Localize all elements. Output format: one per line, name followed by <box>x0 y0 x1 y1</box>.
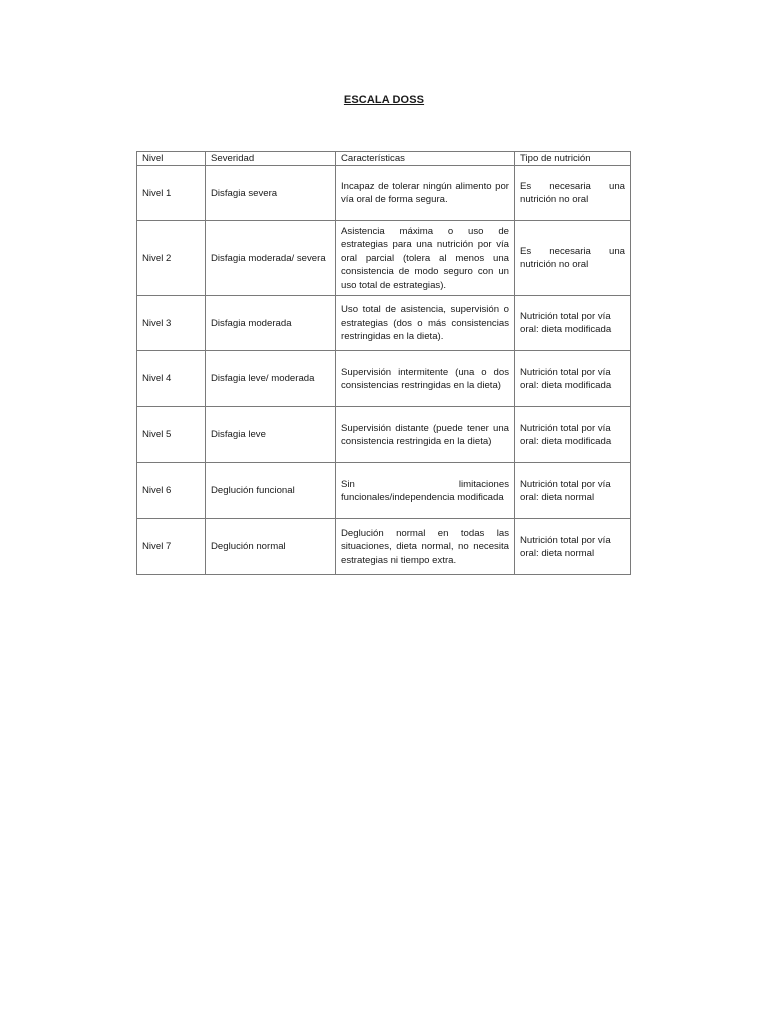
cell-severidad: Deglución funcional <box>206 463 336 519</box>
page-title: ESCALA DOSS <box>343 94 425 106</box>
cell-caracteristicas: Supervisión intermitente (una o dos consistencias restringidas en la dieta) <box>336 351 515 407</box>
cell-tipo-nutricion: Nutrición total por vía oral: dieta normal <box>515 463 631 519</box>
table-row <box>137 463 631 519</box>
cell-nivel: Nivel 7 <box>137 519 206 575</box>
cell-nivel: Nivel 3 <box>137 296 206 351</box>
table-header-row <box>137 152 631 166</box>
cell-nivel: Nivel 1 <box>137 166 206 221</box>
cell-tipo-nutricion: Nutrición total por vía oral: dieta normal <box>515 519 631 575</box>
cell-severidad: Disfagia moderada/ severa <box>206 221 336 296</box>
cell-tipo-nutricion: Es necesaria una nutrición no oral <box>515 166 631 221</box>
cell-nivel: Nivel 6 <box>137 463 206 519</box>
cell-caracteristicas: Deglución normal en todas las situaciones, dieta normal, no necesita estrategias ni tiempo extra. <box>336 519 515 575</box>
table-row <box>137 166 631 221</box>
cell-nivel: Nivel 5 <box>137 407 206 463</box>
cell-caracteristicas: Uso total de asistencia, supervisión o estrategias (dos o más consistencias restringidas en la dieta). <box>336 296 515 351</box>
cell-caracteristicas: Supervisión distante (puede tener una consistencia restringida en la dieta) <box>336 407 515 463</box>
cell-tipo-nutricion: Es necesaria una nutrición no oral <box>515 221 631 296</box>
header-nivel: Nivel <box>137 152 206 166</box>
header-caracteristicas: Características <box>336 152 515 166</box>
doss-scale-table <box>136 151 631 575</box>
table-row <box>137 407 631 463</box>
cell-severidad: Disfagia moderada <box>206 296 336 351</box>
header-tipo-nutricion: Tipo de nutrición <box>515 152 631 166</box>
cell-tipo-nutricion: Nutrición total por vía oral: dieta modificada <box>515 296 631 351</box>
cell-severidad: Disfagia severa <box>206 166 336 221</box>
cell-caracteristicas: Asistencia máxima o uso de estrategias para una nutrición por vía oral parcial (tolera al menos una consistencia de modo seguro con un uso total de estrategias). <box>336 221 515 296</box>
cell-nivel: Nivel 4 <box>137 351 206 407</box>
cell-tipo-nutricion: Nutrición total por vía oral: dieta modificada <box>515 351 631 407</box>
table-row <box>137 351 631 407</box>
cell-severidad: Deglución normal <box>206 519 336 575</box>
table-row <box>137 296 631 351</box>
cell-severidad: Disfagia leve/ moderada <box>206 351 336 407</box>
cell-caracteristicas: Sin limitaciones funcionales/independencia modificada <box>336 463 515 519</box>
cell-tipo-nutricion: Nutrición total por vía oral: dieta modificada <box>515 407 631 463</box>
header-severidad: Severidad <box>206 152 336 166</box>
cell-severidad: Disfagia leve <box>206 407 336 463</box>
table-row <box>137 519 631 575</box>
cell-caracteristicas: Incapaz de tolerar ningún alimento por vía oral de forma segura. <box>336 166 515 221</box>
table-row <box>137 221 631 296</box>
cell-nivel: Nivel 2 <box>137 221 206 296</box>
